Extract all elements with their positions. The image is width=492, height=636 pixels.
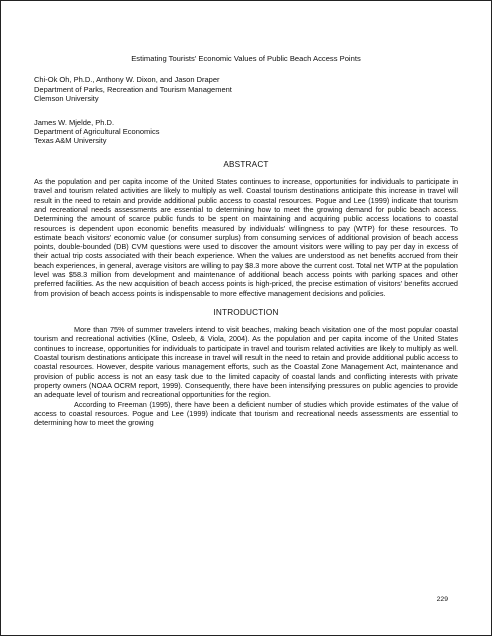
abstract-heading: ABSTRACT: [223, 159, 269, 169]
author-institution: Texas A&M University: [34, 136, 107, 146]
paper-title: Estimating Tourists' Economic Values of Public Beach Access Points: [131, 54, 361, 63]
author-department: Department of Agricultural Economics: [34, 126, 160, 136]
author-names: Chi-Ok Oh, Ph.D., Anthony W. Dixon, and Jason Draper: [34, 75, 220, 85]
author-institution: Clemson University: [34, 94, 99, 104]
introduction-heading: INTRODUCTION: [213, 307, 279, 317]
paper-page: [34, 54, 458, 427]
author-department: Department of Parks, Recreation and Tourism Management: [34, 84, 232, 94]
page-number: 229: [436, 596, 448, 603]
introduction-paragraph-1: More than 75% of summer travelers intend to visit beaches, making beach visitation one of the most popular coastal tourism and recreational activities (Kline, Osleeb, & Viola, 2004). As the population and per capita income of the United States continues to increase, opportunities for individuals to participate in travel and tourism related activities are likely to multiply as well. Coastal tourism destinations anticipate this increase in travel will result in the need to retain and provide additional public access to coastal resources. However, despite various management efforts, such as the Coastal Zone Management Act, maintenance and provision of public access is not an easy task due to the limited capacity of coastal lands and conflicting interests with private property owners (NOAA OCRM report, 1999). Consequently, there have been intensifying pressures on public agencies to provide an adequate level of tourism and recreational opportunities for the region.: [34, 325, 458, 400]
abstract-text: As the population and per capita income of the United States continues to increase, opportunities for individuals to participate in travel and tourism related activities are likely to multiply as well. Coastal tourism destinations anticipate this increase in travel will result in the need to retain and provide additional public access to coastal resources. Pogue and Lee (1999) indicate that tourism and recreational needs assessments are essential to determining how to meet the growing demand for public beach access. Determining the amount of scarce public funds to be spent on maintaining and acquiring public access locations to coastal resources is dependent upon economic benefits measured by individuals' willingness to pay (WTP) for these resources. To estimate beach visitors' economic value (or consumer surplus) from consuming services of additional provision of beach access points, double-bounded (DB) CVM questions were used to discover the amount visitors were willing to pay per day in excess of their actual trip costs associated with their beach experience. When the values are understood as net benefits accrued from their beach experiences, in general, average visitors are willing to pay $8.3 more above the current cost. Total net WTP at the population level was $58.3 million from development and maintenance of additional beach access points with parking spaces and other preferred facilities. As the new acquisition of beach access points is high-priced, the precise estimation of visitors' benefits accrued from provision of beach access points is indispensable to more effective management decisions and policies.: [34, 177, 458, 298]
author-block-1: [34, 75, 458, 103]
introduction-paragraph-2: According to Freeman (1995), there have been a deficient number of studies which provide estimates of the value of access to coastal resources. Pogue and Lee (1999) indicate that tourism and recreational needs assessments are essential to determining how to meet the growing: [34, 399, 458, 428]
author-block-2: [34, 118, 458, 146]
author-names: James W. Mjelde, Ph.D.: [34, 117, 115, 127]
